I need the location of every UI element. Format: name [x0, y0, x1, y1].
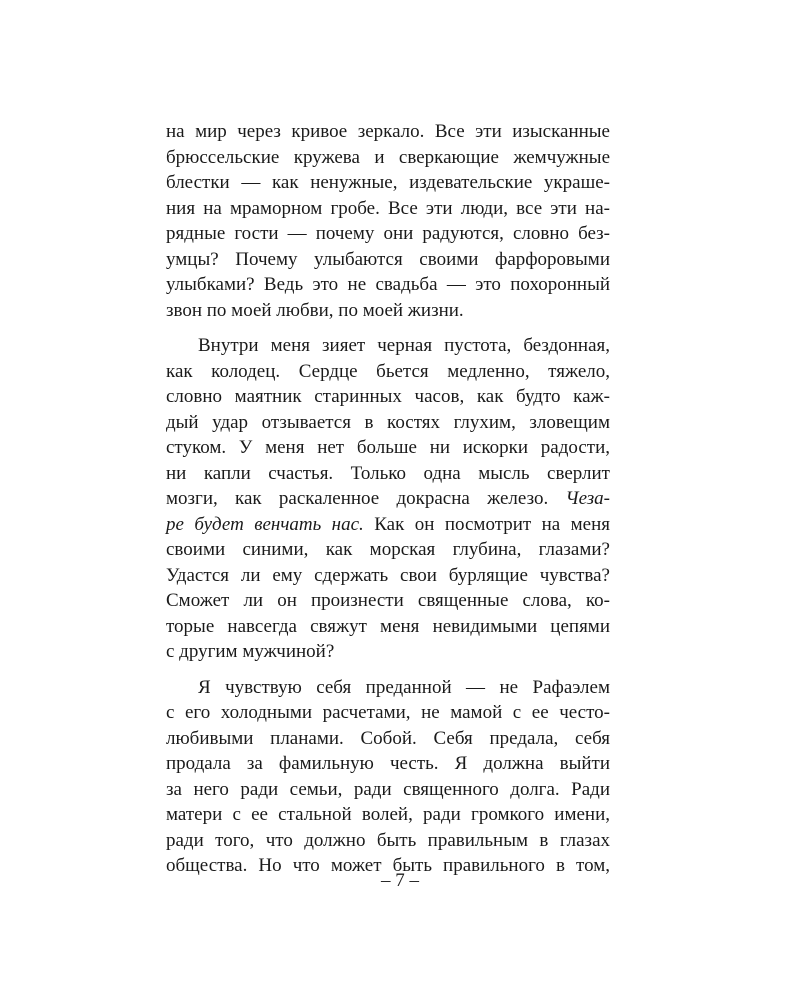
text-line: на мир через кривое зеркало. Все эти изысканные [166, 121, 610, 142]
text-line: за него ради семьи, ради священного долга. Ради [166, 778, 610, 800]
paragraph [166, 675, 610, 879]
text-line: с другим мужчиной? [166, 641, 335, 662]
text-line: Я чувствую себя преданной — не Рафаэлем [198, 676, 610, 698]
text-line: улыбками? Ведь это не свадьба — это похоронный [166, 274, 610, 295]
italic-text-segment: Чеза- [565, 488, 611, 509]
text-line: Удастся ли ему сдержать свои бурлящие чувства? [166, 564, 610, 586]
text-line: матери с ее стальной волей, ради громкого имени, [166, 804, 610, 825]
text-line: как колодец. Сердце бьется медленно, тяжело, [166, 360, 610, 382]
text-line: Сможет ли он произнести священные слова, ко- [166, 590, 610, 611]
text-line: общества. Но что может быть правильного в том, [166, 855, 610, 876]
text-segment: Как он посмотрит на меня [374, 513, 611, 535]
text-line: рядные гости — почему они радуются, словно без- [166, 223, 610, 244]
text-line: своими синими, как морская глубина, глазами? [166, 539, 610, 560]
text-line-mixed [166, 486, 610, 512]
text-line: блестки — как ненужные, издевательские украше- [166, 172, 610, 193]
text-line: ния на мраморном гробе. Все эти люди, все эти на- [166, 197, 610, 219]
text-line: торые навсегда свяжут меня невидимыми цепями [166, 615, 610, 637]
text-line: продала за фамильную честь. Я должна выйти [166, 753, 610, 774]
page-number: – 7 – [381, 870, 419, 891]
text-segment: мозги, как раскаленное докрасна железо. [166, 488, 549, 509]
text-line: с его холодными расчетами, не мамой с ее често- [166, 702, 610, 723]
text-line-mixed [166, 512, 610, 538]
text-line: брюссельские кружева и сверкающие жемчужные [166, 146, 610, 168]
text-line: любивыми планами. Собой. Себя предала, себя [166, 727, 610, 749]
text-line: ради того, что должно быть правильным в глазах [166, 829, 610, 851]
text-line: ни капли счастья. Только одна мысль сверлит [166, 462, 610, 484]
paragraph [166, 333, 610, 665]
text-line: дый удар отзывается в костях глухим, зловещим [166, 411, 610, 433]
book-page-text [166, 119, 610, 879]
text-line: звон по моей любви, по моей жизни. [166, 299, 464, 321]
text-line: умцы? Почему улыбаются своими фарфоровыми [166, 248, 610, 270]
paragraph [166, 119, 610, 323]
text-line: Внутри меня зияет черная пустота, бездонная, [198, 335, 610, 356]
italic-text-segment: ре будет венчать нас. [166, 513, 364, 535]
paragraph-gap [166, 323, 610, 333]
paragraph-gap [166, 665, 610, 675]
text-line: словно маятник старинных часов, как будто каж- [166, 386, 610, 407]
text-line: стуком. У меня нет больше ни искорки радости, [166, 437, 610, 458]
